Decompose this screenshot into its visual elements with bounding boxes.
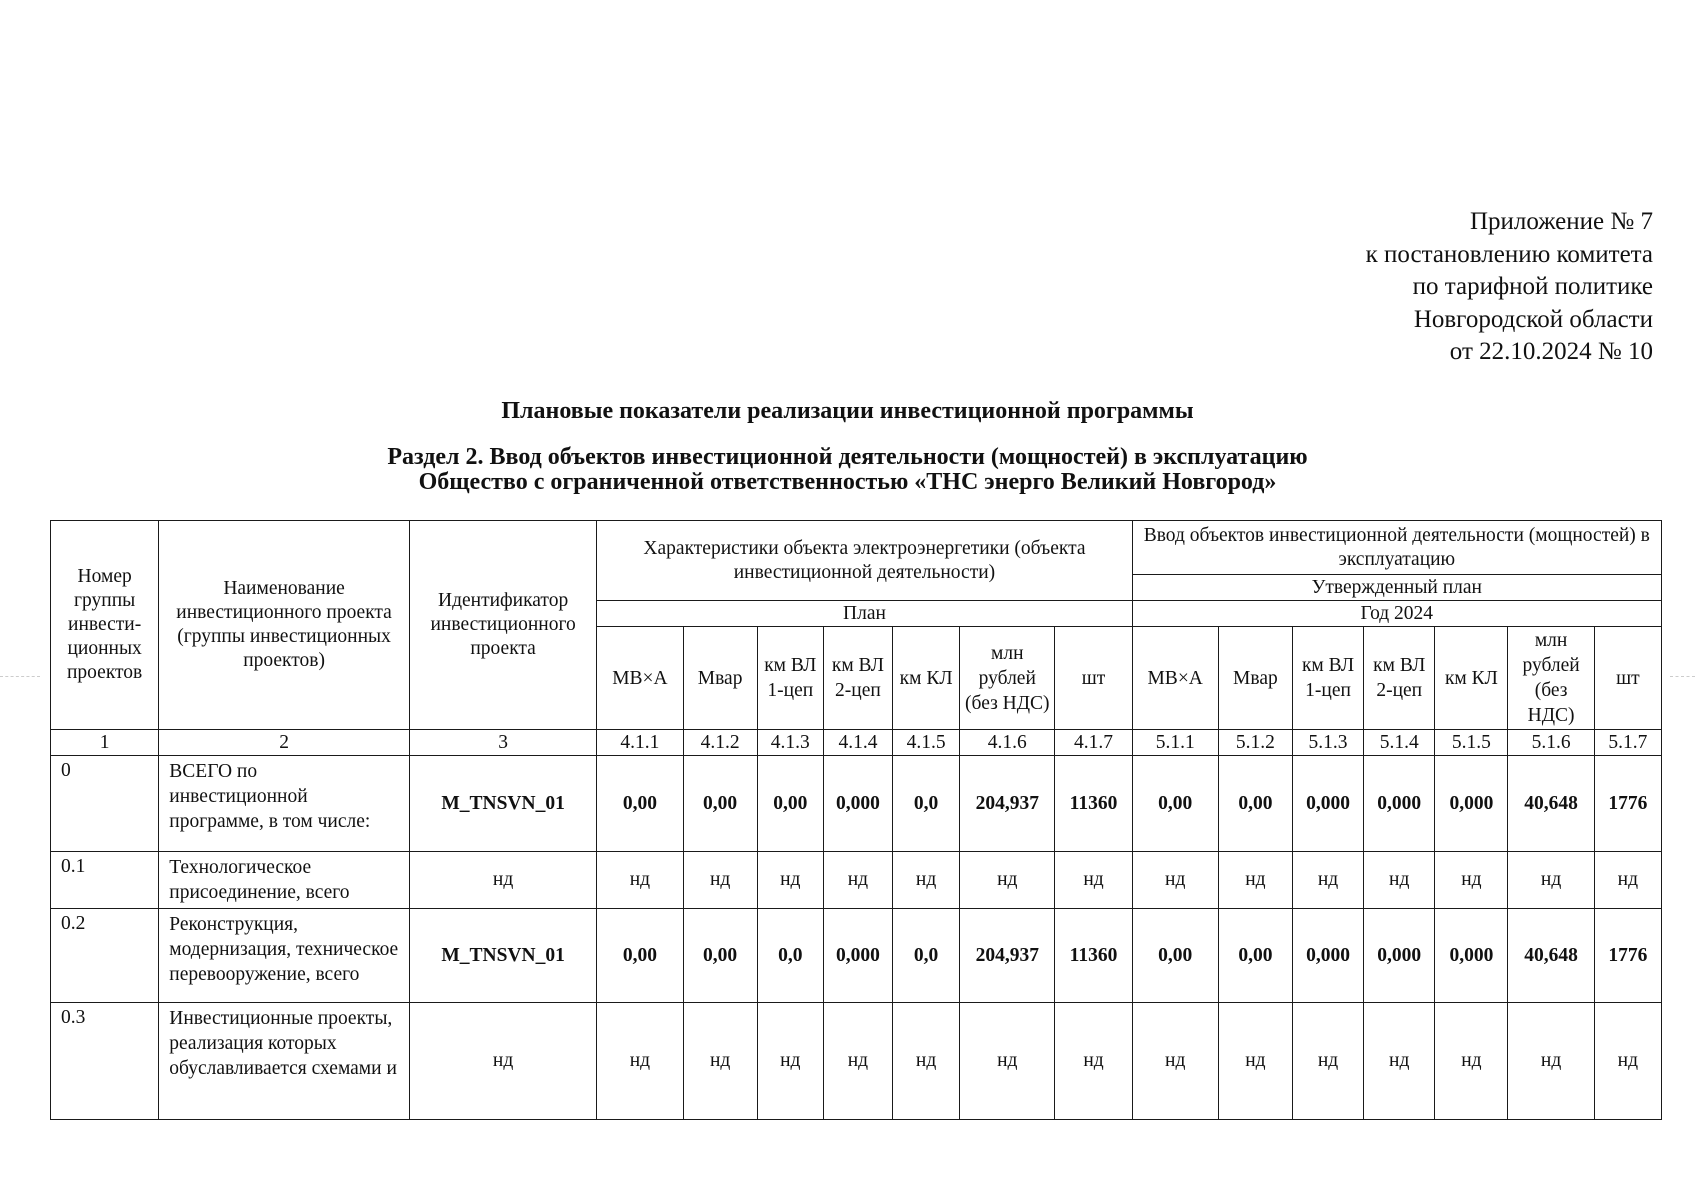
appendix-line-2: к постановлению комитета [1365, 240, 1653, 268]
column-number-cell: 4.1.2 [683, 730, 757, 756]
approved-value-cell: нд [1218, 1003, 1292, 1120]
approved-value-cell: нд [1292, 852, 1363, 909]
header-characteristics: Характеристики объекта электроэнергетики (объекта инвестиционной деятельности) [597, 521, 1132, 601]
plan-value-cell: 0,00 [757, 756, 823, 852]
document-title: Плановые показатели реализации инвестиционной программы [501, 398, 1194, 424]
approved-value-cell: нд [1594, 1003, 1661, 1120]
approved-value-cell: нд [1435, 1003, 1508, 1120]
plan-value-cell: нд [757, 1003, 823, 1120]
column-number-cell: 4.1.6 [960, 730, 1055, 756]
plan-value-cell: 11360 [1055, 909, 1132, 1003]
approved-value-cell: 0,00 [1218, 756, 1292, 852]
scan-edge-mark-right [1670, 676, 1695, 677]
plan-value-cell: 0,000 [823, 756, 892, 852]
header-commissioning: Ввод объектов инвестиционной деятельности (мощностей) в эксплуатацию [1132, 521, 1661, 575]
column-number-cell: 4.1.7 [1055, 730, 1132, 756]
scan-edge-mark-left [0, 676, 40, 677]
header-year: Год 2024 [1132, 601, 1661, 627]
plan-value-cell: нд [823, 852, 892, 909]
plan-value-cell: нд [960, 1003, 1055, 1120]
plan-value-cell: нд [1055, 1003, 1132, 1120]
unit-header-plan-3: км ВЛ 1-цеп [757, 627, 823, 730]
row-name: Инвестиционные проекты, реализация которых обуславливается схемами и [159, 1003, 410, 1120]
row-identifier: нд [409, 852, 596, 909]
table-row [51, 756, 1662, 852]
unit-header-plan-1: МВ×А [597, 627, 683, 730]
approved-value-cell: 0,000 [1364, 756, 1435, 852]
plan-value-cell: 0,000 [823, 909, 892, 1003]
column-number-cell: 4.1.1 [597, 730, 683, 756]
appendix-line-4: Новгородской области [1413, 305, 1653, 333]
column-number-cell: 5.1.3 [1292, 730, 1363, 756]
unit-header-plan-2: Мвар [683, 627, 757, 730]
approved-value-cell: нд [1508, 1003, 1594, 1120]
column-number-cell: 5.1.2 [1218, 730, 1292, 756]
column-number-cell: 4.1.5 [893, 730, 960, 756]
approved-value-cell: нд [1292, 1003, 1363, 1120]
header-identifier: Идентификатор инвестиционного проекта [409, 521, 596, 730]
plan-value-cell: нд [597, 1003, 683, 1120]
approved-value-cell: нд [1508, 852, 1594, 909]
column-number-cell: 5.1.4 [1364, 730, 1435, 756]
approved-value-cell: 0,00 [1218, 909, 1292, 1003]
approved-value-cell: нд [1435, 852, 1508, 909]
row-code: 0.2 [51, 909, 159, 1003]
header-project-name: Наименование инвестиционного проекта (группы инвестиционных проектов) [159, 521, 410, 730]
approved-value-cell: нд [1218, 852, 1292, 909]
column-number-cell: 1 [51, 730, 159, 756]
row-code: 0.1 [51, 852, 159, 909]
plan-value-cell: нд [683, 1003, 757, 1120]
approved-value-cell: нд [1132, 852, 1218, 909]
row-identifier: M_TNSVN_01 [409, 909, 596, 1003]
unit-header-approved-2: Мвар [1218, 627, 1292, 730]
table-body [51, 521, 1662, 1120]
header-row-1 [51, 521, 1662, 575]
approved-value-cell: 0,00 [1132, 909, 1218, 1003]
column-number-cell: 2 [159, 730, 410, 756]
column-number-cell: 5.1.1 [1132, 730, 1218, 756]
approved-value-cell: 0,000 [1364, 909, 1435, 1003]
column-number-cell: 5.1.6 [1508, 730, 1594, 756]
plan-value-cell: нд [893, 852, 960, 909]
header-approved-plan: Утвержденный план [1132, 575, 1661, 601]
section-title: Раздел 2. Ввод объектов инвестиционной деятельности (мощностей) в эксплуатацию [387, 444, 1308, 470]
table-row [51, 852, 1662, 909]
unit-header-approved-1: МВ×А [1132, 627, 1218, 730]
row-code: 0 [51, 756, 159, 852]
table-row [51, 1003, 1662, 1120]
unit-header-approved-4: км ВЛ 2-цеп [1364, 627, 1435, 730]
row-name: Реконструкция, модернизация, техническое перевооружение, всего [159, 909, 410, 1003]
unit-header-approved-6: млн рублей (без НДС) [1508, 627, 1594, 730]
row-identifier: M_TNSVN_01 [409, 756, 596, 852]
company-title: Общество с ограниченной ответственностью «ТНС энерго Великий Новгород» [418, 469, 1277, 495]
plan-value-cell: 0,0 [893, 756, 960, 852]
column-number-cell: 4.1.4 [823, 730, 892, 756]
plan-value-cell: нд [683, 852, 757, 909]
approved-value-cell: 1776 [1594, 756, 1661, 852]
appendix-block [1366, 206, 1653, 369]
plan-value-cell: нд [757, 852, 823, 909]
unit-header-approved-3: км ВЛ 1-цеп [1292, 627, 1363, 730]
approved-value-cell: 0,000 [1292, 756, 1363, 852]
plan-value-cell: нд [893, 1003, 960, 1120]
approved-value-cell: 0,000 [1435, 756, 1508, 852]
plan-value-cell: нд [1055, 852, 1132, 909]
approved-value-cell: нд [1594, 852, 1661, 909]
unit-header-plan-4: км ВЛ 2-цеп [823, 627, 892, 730]
appendix-line-1: Приложение № 7 [1469, 208, 1653, 235]
approved-value-cell: 1776 [1594, 909, 1661, 1003]
plan-value-cell: нд [823, 1003, 892, 1120]
approved-value-cell: 0,000 [1435, 909, 1508, 1003]
plan-value-cell: нд [597, 852, 683, 909]
plan-value-cell: 0,00 [683, 756, 757, 852]
plan-value-cell: 0,00 [597, 756, 683, 852]
plan-value-cell: 0,00 [597, 909, 683, 1003]
column-numbers-row [51, 730, 1662, 756]
header-group-number: Номер группы инвести-ционных проектов [51, 521, 159, 730]
column-number-cell: 4.1.3 [757, 730, 823, 756]
plan-value-cell: 0,00 [683, 909, 757, 1003]
appendix-line-3: по тарифной политике [1412, 273, 1653, 300]
unit-header-plan-6: млн рублей (без НДС) [960, 627, 1055, 730]
header-plan: План [597, 601, 1132, 627]
unit-header-plan-5: км КЛ [893, 627, 960, 730]
row-code: 0.3 [51, 1003, 159, 1120]
row-name: Технологическое присоединение, всего [159, 852, 410, 909]
column-number-cell: 3 [409, 730, 596, 756]
column-number-cell: 5.1.7 [1594, 730, 1661, 756]
approved-value-cell: нд [1364, 852, 1435, 909]
approved-value-cell: 40,648 [1508, 756, 1594, 852]
plan-value-cell: 11360 [1055, 756, 1132, 852]
row-identifier: нд [409, 1003, 596, 1120]
row-name: ВСЕГО по инвестиционной программе, в том числе: [159, 756, 410, 852]
table-row [51, 909, 1662, 1003]
approved-value-cell: нд [1132, 1003, 1218, 1120]
investment-indicators-table [50, 520, 1662, 1120]
approved-value-cell: нд [1364, 1003, 1435, 1120]
appendix-line-5: от 22.10.2024 № 10 [1449, 338, 1653, 365]
plan-value-cell: 0,0 [893, 909, 960, 1003]
unit-header-approved-5: км КЛ [1435, 627, 1508, 730]
approved-value-cell: 40,648 [1508, 909, 1594, 1003]
plan-value-cell: 204,937 [960, 909, 1055, 1003]
column-number-cell: 5.1.5 [1435, 730, 1508, 756]
plan-value-cell: 0,0 [757, 909, 823, 1003]
approved-value-cell: 0,000 [1292, 909, 1363, 1003]
unit-header-plan-7: шт [1055, 627, 1132, 730]
plan-value-cell: 204,937 [960, 756, 1055, 852]
unit-header-approved-7: шт [1594, 627, 1661, 730]
approved-value-cell: 0,00 [1132, 756, 1218, 852]
plan-value-cell: нд [960, 852, 1055, 909]
